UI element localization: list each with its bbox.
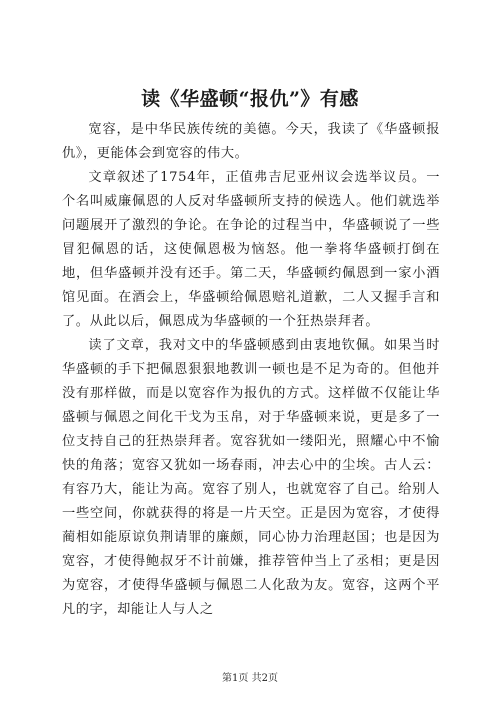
paragraph-reflection: 读了文章，我对文中的华盛顿感到由衷地钦佩。如果当时华盛顿的手下把佩恩狠狠地教训一顿也是不足为奇的。但他并没有那样做，而是以宽容作为报仇的方式。这样做不仅能让华盛顿与佩恩之间化干戈为玉帛，对于华盛顿来说，更是多了一位支持自己的狂热崇拜者。宽容犹如一缕阳光，照耀心中不愉快的角落；宽容又犹如一场春雨，冲去心中的尘埃。古人云：有容乃大，能让为高。宽容了别人，也就宽容了自己。给别人一些空间，你就获得的将是一片天空。正是因为宽容，才使得蔺相如能原谅负荆请罪的廉颇，同心协力治理赵国；也是因为宽容，才使得鲍叔牙不计前嫌，推荐管仲当上了丞相；更是因为宽容，才使得华盛顿与佩恩二人化敌为友。宽容，这两个平凡的字，却能让人与人之 (62, 338, 440, 617)
paragraph-story: 文章叙述了1754年，正值弗吉尼亚州议会选举议员。一个名叫威廉佩恩的人反对华盛顿所支持的候选人。他们就选举问题展开了激烈的争论。在争论的过程当中，华盛顿说了一些冒犯佩恩的话，这使佩恩极为恼怒。他一拳将华盛顿打倒在地，但华盛顿并没有还手。第二天，华盛顿约佩恩到一家小酒馆见面。在酒会上，华盛顿给佩恩赔礼道歉，二人又握手言和了。从此以后，佩恩成为华盛顿的一个狂热崇拜者。 (62, 170, 440, 329)
page-number-footer: 第1页 共2页 (222, 673, 278, 684)
document-title: 读《华盛顿“报仇”》有感 (141, 88, 359, 110)
document-body (62, 118, 440, 622)
paragraph-intro: 宽容，是中华民族传统的美德。今天，我读了《华盛顿报仇》，更能体会到宽容的伟大。 (62, 122, 440, 161)
